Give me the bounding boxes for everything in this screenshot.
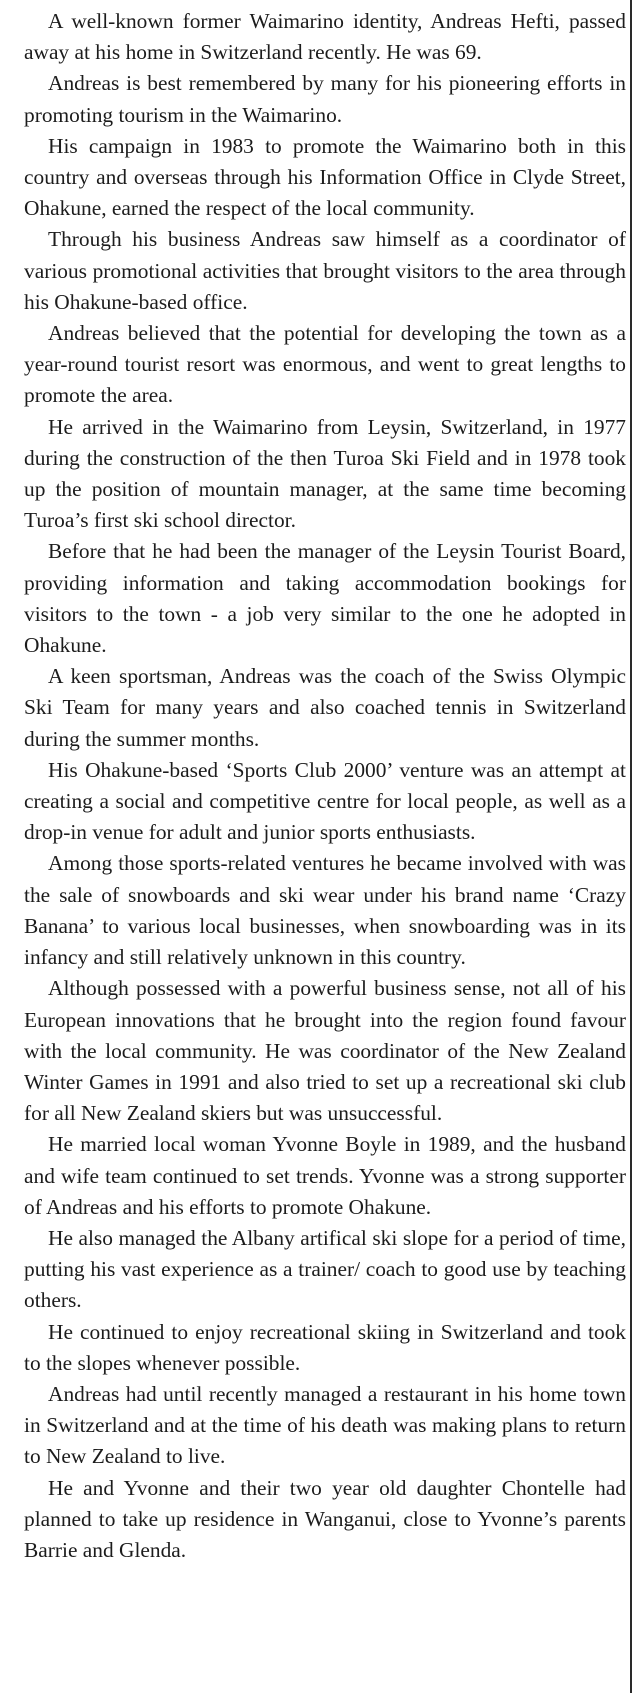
paragraph-opening: A well-known former Waimarino identity, Andreas Hefti, passed away at his home in Switzerland recently. He was 69. [24,9,626,65]
paragraph-crazy-banana: Among those sports-related ventures he became involved with was the sale of snowboards and ski wear under his brand name ‘Crazy Banana’ to various local businesses, when snowboarding was in its infancy and still relatively unknown in this country. [24,851,626,970]
paragraph-wanganui: He and Yvonne and their two year old daughter Chontelle had planned to take up residence in Wanganui, close to Yvonne’s parents Barrie and Glenda. [24,1475,626,1562]
paragraph-campaign: His campaign in 1983 to promote the Waimarino both in this country and overseas through his Information Office in Clyde Street, Ohakune, earned the respect of the local community. [24,133,626,221]
paragraph-business-sense: Although possessed with a powerful business sense, not all of his European innovations that he brought into the region found favour with the local community. He was coordinator of the New Zealand Winter Games in 1991 and also tried to set up a recreational ski club for all New Zealand skiers but was unsuccessful. [24,976,626,1126]
paragraph-sportsman: A keen sportsman, Andreas was the coach of the Swiss Olympic Ski Team for many years and also coached tennis in Switzerland during the summer months. [24,664,626,751]
paragraph-sports-club: His Ohakune-based ‘Sports Club 2000’ venture was an attempt at creating a social and competitive centre for local people, as well as a drop-in venue for adult and junior sports enthusiasts. [24,757,626,845]
paragraph-restaurant: Andreas had until recently managed a restaurant in his home town in Switzerland and at the time of his death was making plans to return to New Zealand to live. [24,1381,626,1469]
paragraph-coordinator: Through his business Andreas saw himself as a coordinator of various promotional activities that brought visitors to the area through his Ohakune-based office. [24,227,626,314]
column-edge-rule [630,0,632,1693]
paragraph-leysin: Before that he had been the manager of the Leysin Tourist Board, providing information and taking accommodation bookings for visitors to the town - a job very similar to the one he adopted in Ohakune. [24,539,626,658]
paragraph-pioneering: Andreas is best remembered by many for his pioneering efforts in promoting tourism in the Waimarino. [24,71,626,127]
article-column [24,6,626,1566]
paragraph-recreational-skiing: He continued to enjoy recreational skiing in Switzerland and took to the slopes whenever possible. [24,1319,626,1375]
paragraph-albany: He also managed the Albany artifical ski slope for a period of time, putting his vast experience as a trainer/ coach to good use by teaching others. [24,1225,626,1313]
paragraph-potential: Andreas believed that the potential for developing the town as a year-round tourist resort was enormous, and went to great lengths to promote the area. [24,321,626,408]
paragraph-marriage: He married local woman Yvonne Boyle in 1989, and the husband and wife team continued to set trends. Yvonne was a strong supporter of Andreas and his efforts to promote Ohakune. [24,1132,626,1219]
paragraph-arrival: He arrived in the Waimarino from Leysin, Switzerland, in 1977 during the construction of the then Turoa Ski Field and in 1978 took up the position of mountain manager, at the same time becoming Turoa’s first ski school director. [24,414,626,533]
